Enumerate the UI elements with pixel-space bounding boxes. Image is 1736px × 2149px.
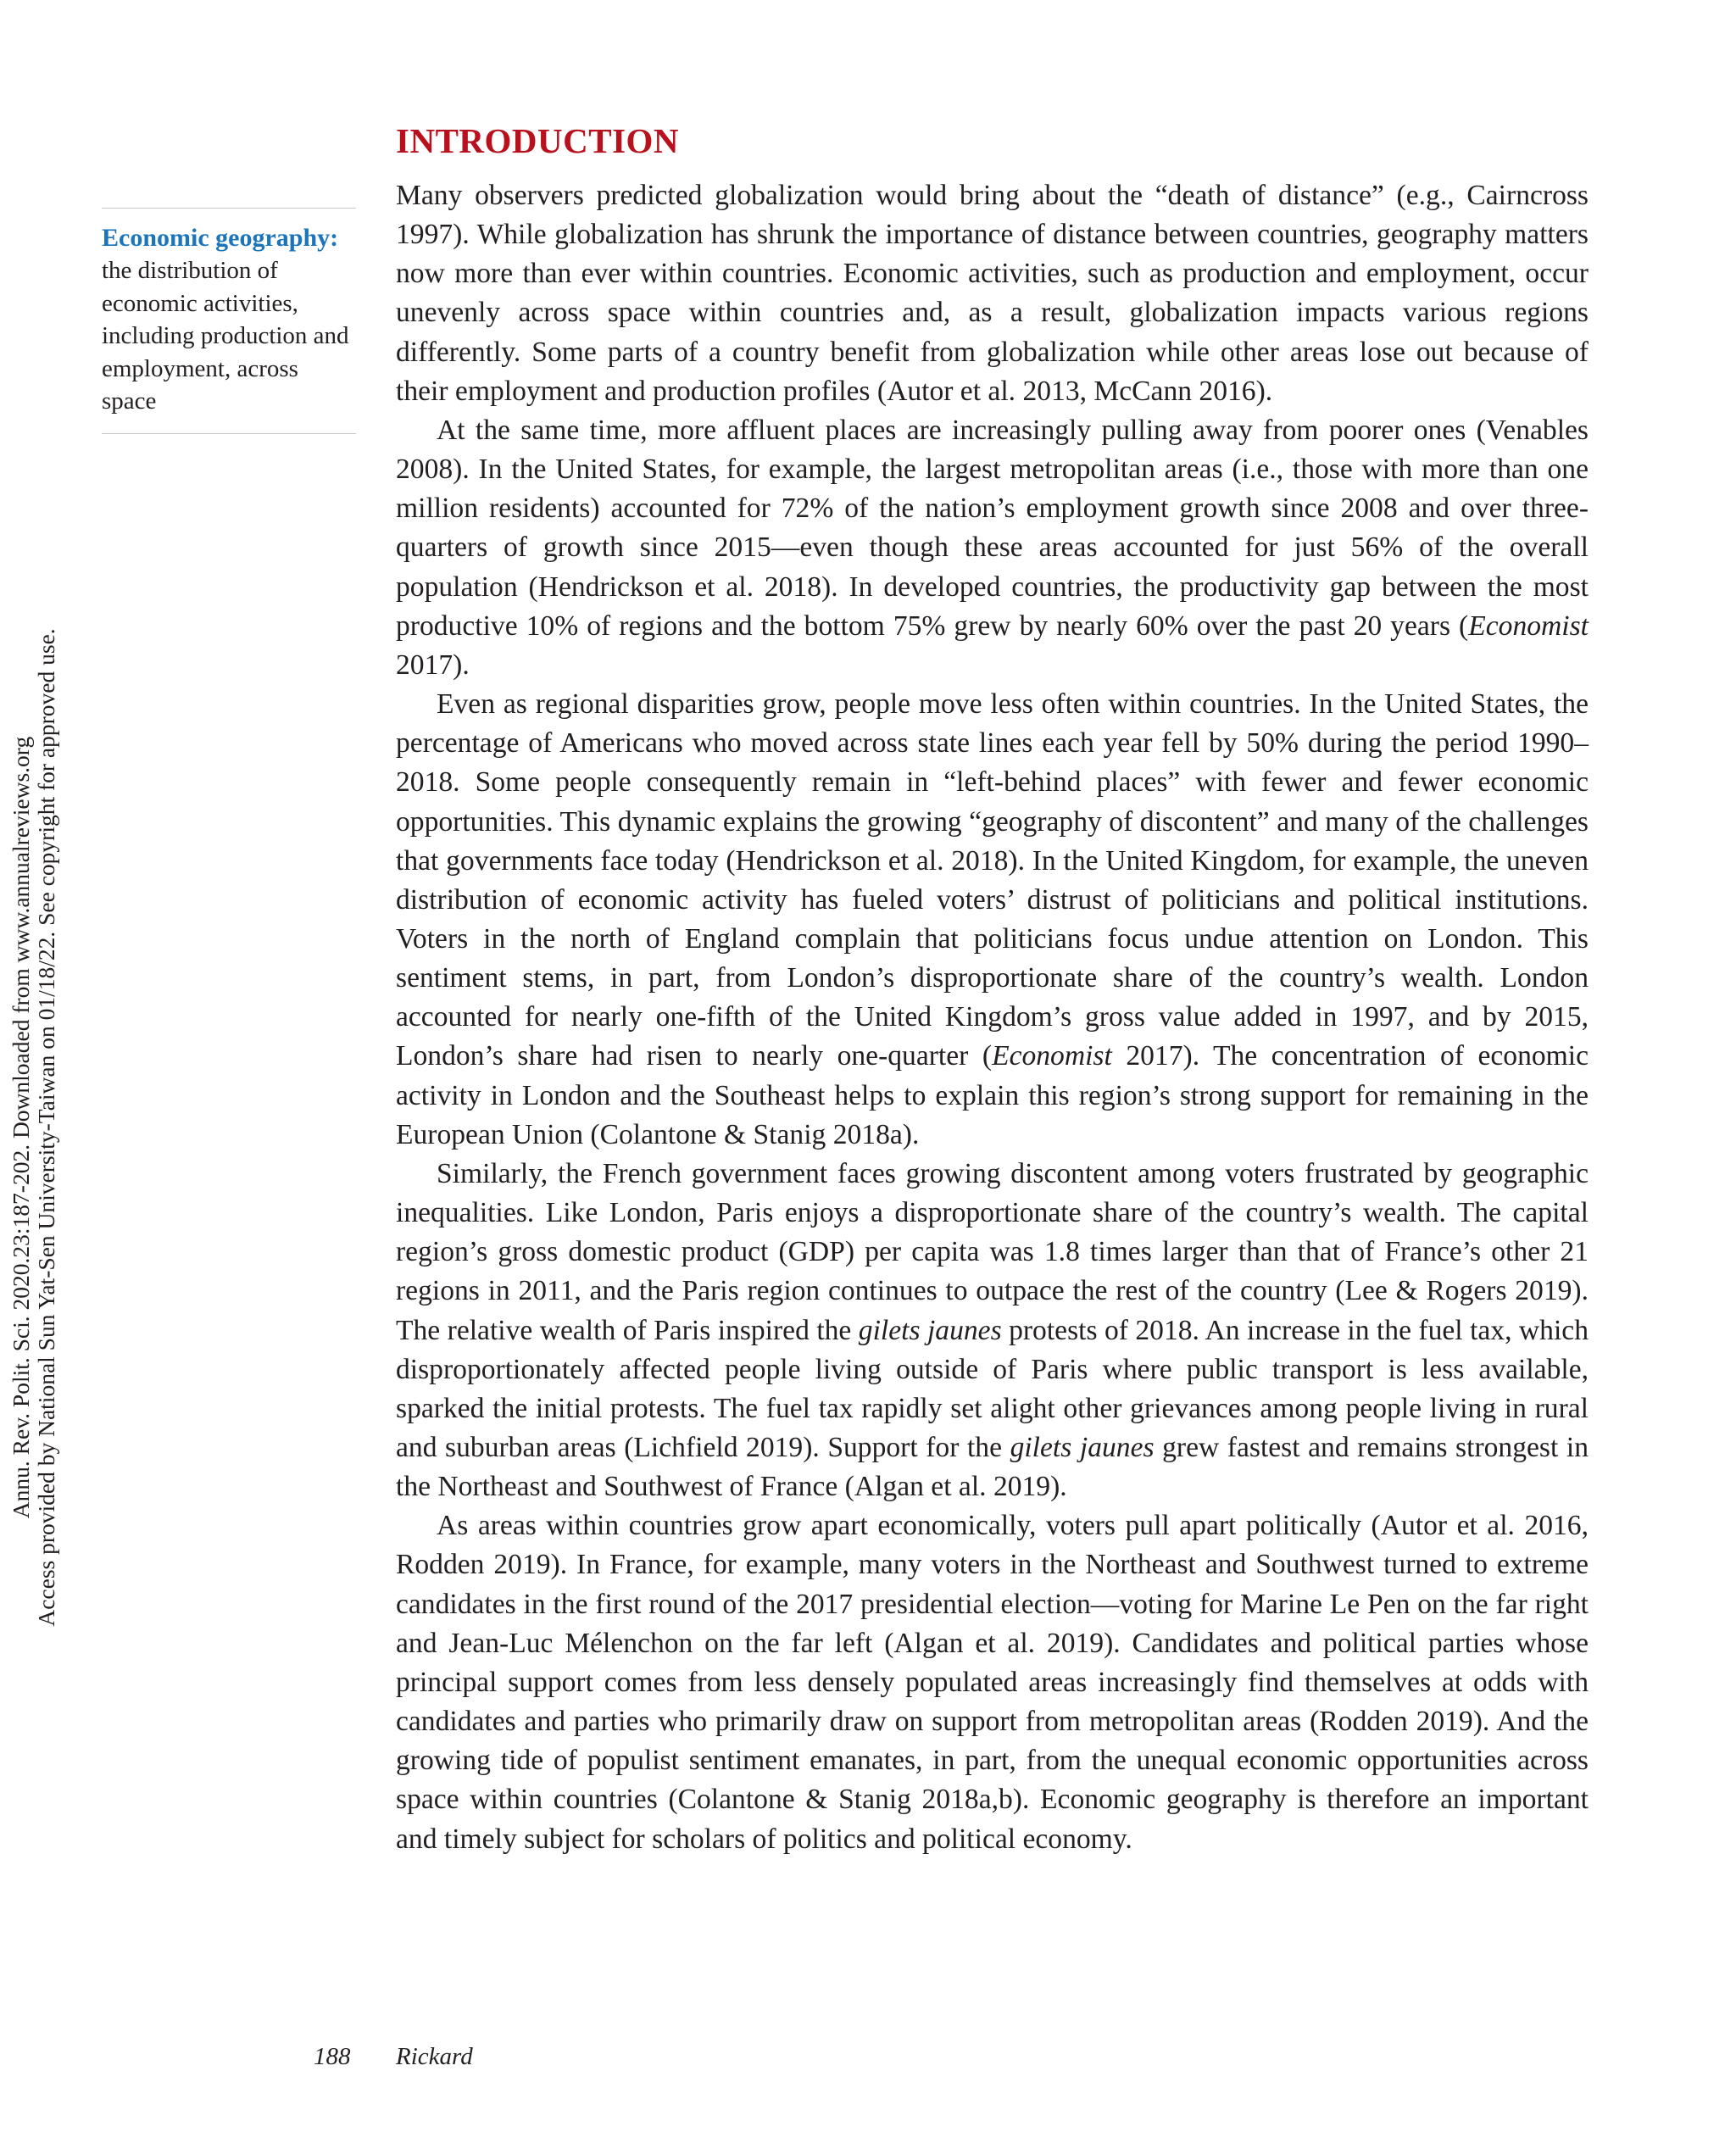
- paragraph-2: At the same time, more affluent places are increasingly pulling away from poorer ones (Venables 2008). In the United States, for example, the largest metropolitan areas (i.e., those with more than one million residents) accounted for 72% of the nation’s employment growth since 2008 and over three-quarters of growth since 2015—even though these areas accounted for just 56% of the overall population (Hendrickson et al. 2018). In developed countries, the productivity gap between the most productive 10% of regions and the bottom 75% grew by nearly 60% over the past 20 years (Economist 2017).: [396, 414, 1589, 681]
- paragraph-3: Even as regional disparities grow, people move less often within countries. In the United States, the percentage of Americans who moved across state lines each year fell by 50% during the period 1990–2018. Some people consequently remain in “left-behind places” with fewer and fewer economic opportunities. This dynamic explains the growing “geography of discontent” and many of the challenges that governments face today (Hendrickson et al. 2018). In the United Kingdom, for example, the uneven distribution of economic activity has fueled voters’ distrust of politicians and political institutions. Voters in the north of England complain that politicians focus undue attention on London. This sentiment stems, in part, from London’s disproportionate share of the country’s wealth. London accounted for nearly one-fifth of the United Kingdom’s gross value added in 1997, and by 2015, London’s share had risen to nearly one-quarter (Economist 2017). The concentration of economic activity in London and the Southeast helps to explain this region’s strong support for remaining in the European Union (Colantone & Stanig 2018a).: [396, 688, 1589, 1150]
- margin-definition-box: [102, 208, 356, 434]
- foreign-term: gilets jaunes: [858, 1314, 1002, 1346]
- margin-definition: the distribution of economic activities, including production and employment, across space: [102, 257, 349, 415]
- access-watermark: [8, 250, 85, 2005]
- watermark-line-1: Annu. Rev. Polit. Sci. 2020.23:187-202. Downloaded from www.annualreviews.org: [8, 736, 34, 1519]
- margin-term: Economic geography:: [102, 224, 339, 252]
- paragraph-4: Similarly, the French government faces growing discontent among voters frustrated by geographic inequalities. Like London, Paris enjoys a disproportionate share of the country’s wealth. The capital region’s gross domestic product (GDP) per capita was 1.8 times larger than that of France’s other 21 regions in 2011, and the Paris region continues to outpace the rest of the country (Lee & Rogers 2019). The relative wealth of Paris inspired the gilets jaunes protests of 2018. An increase in the fuel tax, which disproportionately affected people living outside of Paris where public transport is less available, sparked the initial protests. The fuel tax rapidly set alight other grievances among people living in rural and suburban areas (Lichfield 2019). Support for the gilets jaunes grew fastest and remains strongest in the Northeast and Southwest of France (Algan et al. 2019).: [396, 1157, 1589, 1503]
- body-text: [396, 176, 1589, 1859]
- paragraph-5: As areas within countries grow apart economically, voters pull apart politically (Autor et al. 2016, Rodden 2019). In France, for example, many voters in the Northeast and Southwest turned to extreme candidates in the first round of the 2017 presidential election—voting for Marine Le Pen on the far right and Jean-Luc Mélenchon on the far left (Algan et al. 2019). Candidates and political parties whose principal support comes from less densely populated areas increasingly find themselves at odds with candidates and parties who primarily draw on support from metropolitan areas (Rodden 2019). And the growing tide of populist sentiment emanates, in part, from the unequal economic opportunities across space within countries (Colantone & Stanig 2018a,b). Economic geography is therefore an important and timely subject for scholars of politics and political economy.: [396, 1510, 1589, 1855]
- journal-title: Economist: [1468, 610, 1589, 642]
- paragraph-1: Many observers predicted globalization would bring about the “death of distance” (e.g., Cairncross 1997). While globalization has shrunk the importance of distance between countries, geography matters now more than ever within countries. Economic activities, such as production and employment, occur unevenly across space within countries and, as a result, globalization impacts various regions differently. Some parts of a country benefit from globalization while other areas lose out because of their employment and production profiles (Autor et al. 2013, McCann 2016).: [396, 180, 1589, 407]
- section-heading: INTRODUCTION: [396, 121, 680, 160]
- foreign-term: gilets jaunes: [1010, 1432, 1155, 1463]
- journal-title: Economist: [992, 1040, 1112, 1072]
- running-head: Rickard: [396, 2043, 473, 2070]
- watermark-line-2: Access provided by National Sun Yat-Sen University-Taiwan on 01/18/22. See copyright for approved use.: [33, 628, 59, 1627]
- page-number: 188: [314, 2043, 351, 2070]
